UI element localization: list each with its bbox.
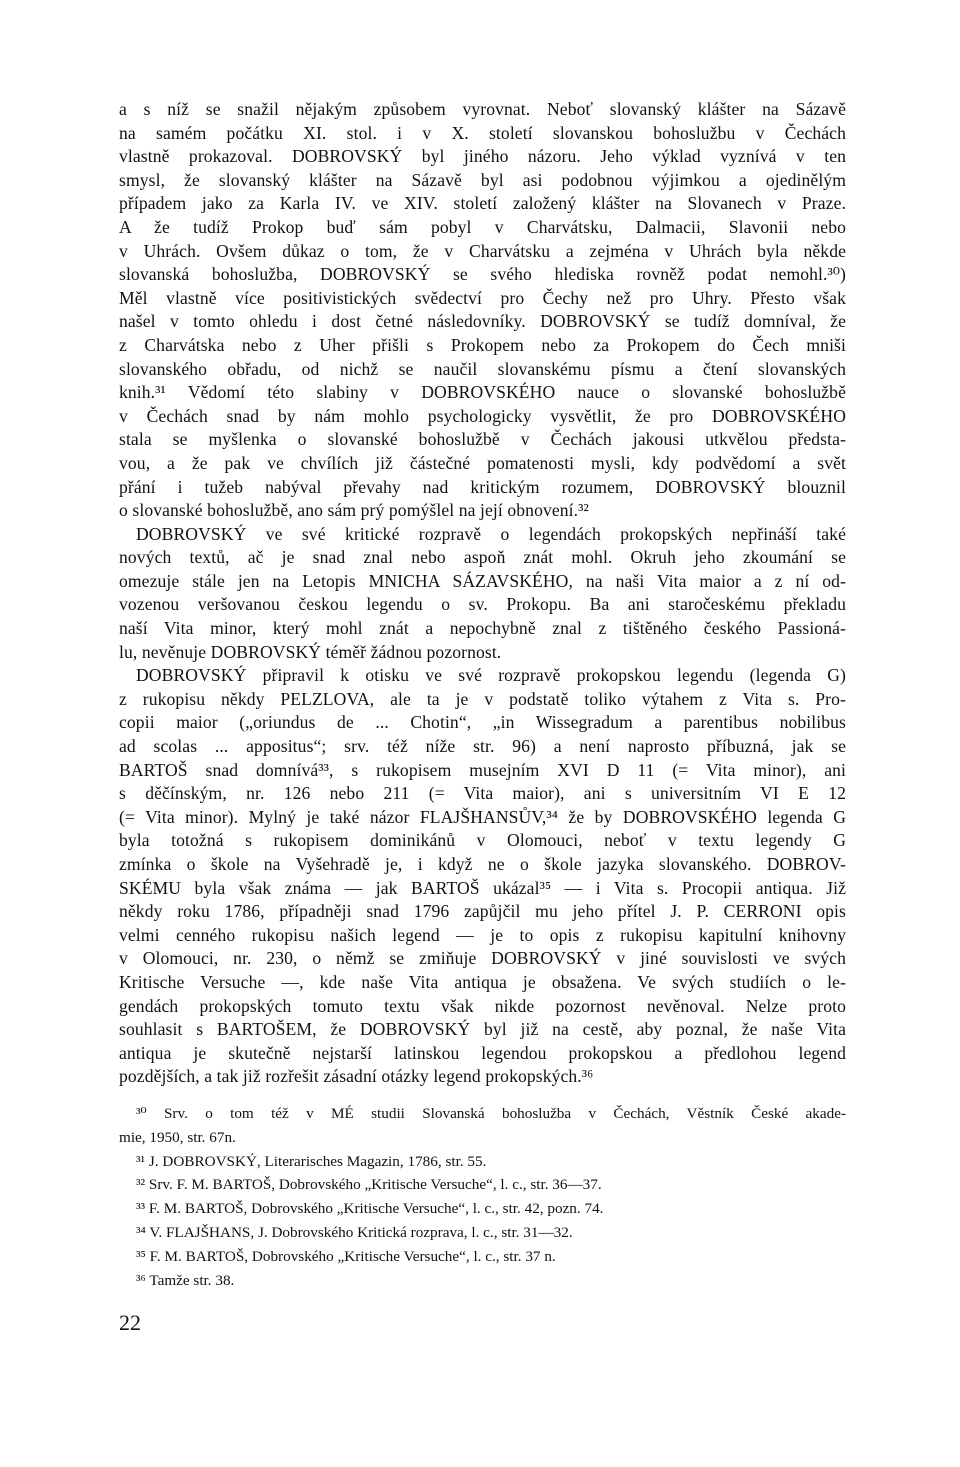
text-line: zmínka o škole na Vyšehradě je, i když ne o škole jazyka slovanského. DOBROV- <box>119 854 846 874</box>
text-line: stala se myšlenka o slovanské bohoslužbě v Čechách jakousi utkvělou předsta- <box>119 429 846 450</box>
footnote-33: ³³ F. M. BARTOŠ, Dobrovského „Kritische Versuche“, l. c., str. 42, pozn. 74. <box>136 1200 604 1218</box>
text-line: smysl, že slovanský klášter na Sázavě byl asi podobnou výjimkou a ojedinělým <box>119 169 846 190</box>
footnote-32: ³² Srv. F. M. BARTOŠ, Dobrovského „Kritische Versuche“, l. c., str. 36—37. <box>136 1176 602 1194</box>
text-line: vou, a že pak ve chvílích již částečné pomatenosti mysli, kdy podvědomí a svět <box>119 452 846 473</box>
text-line: někdy roku 1786, případněji snad 1796 zapůjčil mu jeho přítel J. P. CERRONI opis <box>119 901 846 922</box>
text-line: vlastně prokazoval. DOBROVSKÝ byl jiného názoru. Jeho výklad vyznívá v ten <box>119 146 846 167</box>
footnote-31: ³¹ J. DOBROVSKÝ, Literarisches Magazin, 1786, str. 55. <box>136 1152 487 1170</box>
footnotes <box>119 1102 846 1292</box>
text-line: BARTOŠ snad domnívá³³, s rukopisem musejním XVI D 11 (= Vita minor), ani <box>119 759 846 780</box>
text-line: pozdějších, a tak již rozřešit zásadní otázky legend prokopských.³⁶ <box>119 1066 594 1087</box>
text-line: ad scolas ... appositus“; srv. též níže str. 96) a není naprosto příbuzná, jak se <box>119 736 846 757</box>
text-line: nových textů, ač je snad znal nebo aspoň znát mohl. Okruh jeho zkoumání se <box>119 547 846 568</box>
text-line: DOBROVSKÝ připravil k otisku ve své rozpravě prokopskou legendu (legenda G) <box>136 665 846 686</box>
text-line: případem jako za Karla IV. ve XIV. století založený klášter na Slovanech v Praze. <box>119 193 846 214</box>
text-line: přání i tužeb nabýval převahy nad kritickým rozumem, DOBROVSKÝ blouznil <box>119 476 846 497</box>
text-line: z Charvátska nebo z Uher přišli s Prokopem nebo za Prokopem do Čech mniši <box>119 334 846 355</box>
text-line: souhlasit s BARTOŠEM, že DOBROVSKÝ byl již na cestě, aby poznal, že naše Vita <box>119 1019 846 1040</box>
text-line: slovanská bohoslužba, DOBROVSKÝ se svého hlediska rovněž podat nemohl.³⁰) <box>119 264 846 285</box>
text-line: na samém počátku XI. stol. i v X. století slovanskou bohoslužbu v Čechách <box>119 122 846 143</box>
text-line: lu, nevěnuje DOBROVSKÝ téměř žádnou pozornost. <box>119 641 502 662</box>
footnote-30: ³⁰ Srv. o tom též v MÉ studii Slovanská bohoslužba v Čechách, Věstník České akade- <box>136 1105 846 1122</box>
text-line: Měl vlastně více positivistických svědectví pro Čechy než pro Uhry. Přesto však <box>119 287 846 308</box>
footnote-35: ³⁵ F. M. BARTOŠ, Dobrovského „Kritische Versuche“, l. c., str. 37 n. <box>136 1247 556 1265</box>
text-line: v Uhrách. Ovšem důkaz o tom, že v Charvátsku a zejména v Uhrách byla někde <box>119 240 846 261</box>
text-line: copii maior („oriundus de ... Chotin“, „in Wissegradum a parentibus nobilibus <box>119 712 846 733</box>
text-line: gendách prokopských tomuto textu však nikde pozornost nevěnoval. Nelze proto <box>119 995 846 1016</box>
text-line: (= Vita minor). Mylný je také názor FLAJŠHANSŮV,³⁴ že by DOBROVSKÉHO legenda G <box>119 806 846 827</box>
text-line: A že tudíž Prokop buď sám pobyl v Charvátsku, Dalmacii, Slavonii nebo <box>119 216 846 237</box>
text-line: Kritische Versuche —, kde naše Vita antiqua je obsažena. Ve svých studiích o le- <box>119 971 846 992</box>
text-line: slovanského obřadu, od nichž se naučil slovanskému písmu a čtení slovanských <box>119 358 846 379</box>
text-line: naší Vita minor, který mohl znát a nepochybně znal z tištěného českého Passioná- <box>119 618 846 639</box>
text-line: s děčínským, nr. 126 nebo 211 (= Vita maior), ani s universitním VI E 12 <box>119 783 846 804</box>
body-text <box>119 98 846 1089</box>
text-line: byla totožná s rukopisem dominikánů v Olomouci, neboť v textu legendy G <box>119 830 846 851</box>
text-line: našel v tomto ohledu i dost četné následovníky. DOBROVSKÝ se tudíž domníval, že <box>119 311 846 332</box>
text-line: omezuje stále jen na Letopis MNICHA SÁZAVSKÉHO, na naši Vita maior a z ní od- <box>119 570 846 591</box>
text-line: knih.³¹ Vědomí této slabiny v DOBROVSKÉHO nauce o slovanské bohoslužbě <box>119 382 846 403</box>
text-line: SKÉMU byla však známa — jak BARTOŠ ukázal³⁵ — i Vita s. Procopii antiqua. Již <box>119 877 846 898</box>
text-line: z rukopisu někdy PELZLOVA, ale ta je v podstatě toliko výtahem z Vita s. Pro- <box>119 688 846 709</box>
page-number: 22 <box>119 1310 141 1335</box>
text-line: a s níž se snažil nějakým způsobem vyrovnat. Neboť slovanský klášter na Sázavě <box>119 99 846 119</box>
footnote-30-continuation: mie, 1950, str. 67n. <box>119 1128 236 1146</box>
text-line: DOBROVSKÝ ve své kritické rozpravě o legendách prokopských nepřináší také <box>136 523 846 544</box>
footnote-36: ³⁶ Tamže str. 38. <box>136 1271 235 1289</box>
text-line: vozenou veršovanou českou legendu o sv. Prokopu. Ba ani staročeskému překladu <box>119 594 846 615</box>
footnote-34: ³⁴ V. FLAJŠHANS, J. Dobrovského Kritická rozprava, l. c., str. 31—32. <box>136 1223 573 1241</box>
text-line: antiqua je skutečně nejstarší latinskou legendou prokopskou a předlohou legend <box>119 1042 846 1063</box>
text-line: velmi cenného rukopisu našich legend — je to opis z rukopisu kapitulní knihovny <box>119 924 846 945</box>
text-line: v Olomouci, nr. 230, o němž se zmiňuje DOBROVSKÝ v jiné souvislosti ve svých <box>119 948 846 969</box>
text-line: o slovanské bohoslužbě, ano sám prý pomýšlel na její obnovení.³² <box>119 500 589 521</box>
text-line: v Čechách snad by nám mohlo psychologicky vysvětlit, že pro DOBROVSKÉHO <box>119 405 846 426</box>
